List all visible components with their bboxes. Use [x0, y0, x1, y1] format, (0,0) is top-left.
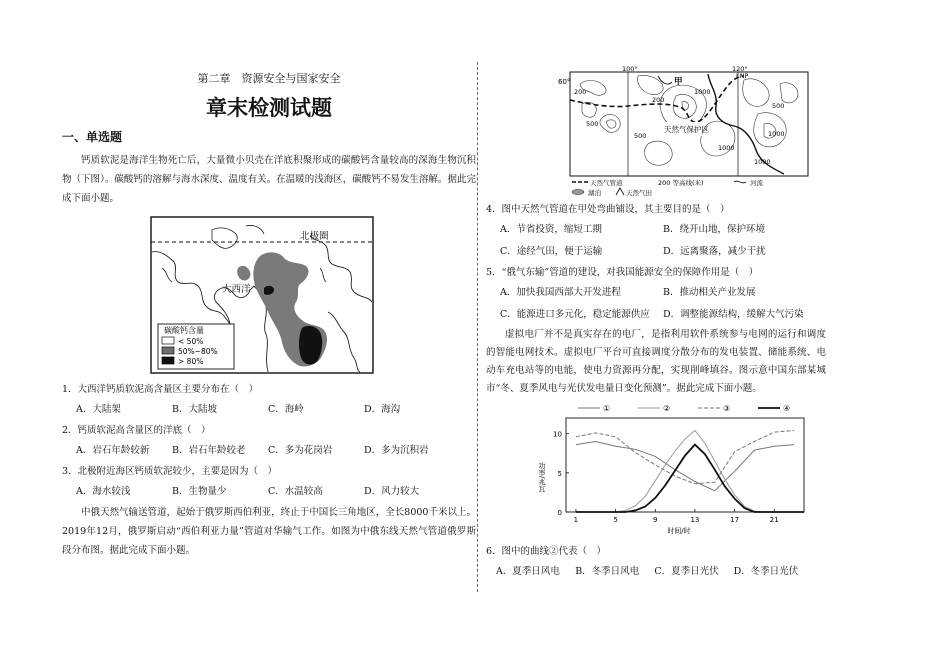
legend-river: 河流: [750, 179, 763, 187]
contour-label: 500: [772, 102, 785, 110]
option-a[interactable]: A．加快我国西部大开发进程: [500, 287, 621, 298]
series-line-1: [576, 442, 794, 491]
chapter-heading: 第二章 资源安全与国家安全: [197, 72, 341, 85]
question-3-options: [62, 481, 476, 503]
north-circle-label: 北极圈: [300, 231, 329, 242]
question-4: 4．图中天然气管道在甲处弯曲铺设，其主要目的是（ ）: [486, 204, 730, 215]
page-title: 章末检测试题: [206, 96, 332, 120]
question-3: 3．北极附近海区钙质软泥较少，主要是因为（ ）: [62, 466, 278, 477]
x-tick-label: 1: [573, 516, 579, 524]
option-c[interactable]: C．海岭: [268, 404, 304, 415]
y-tick-label: 0: [557, 509, 562, 517]
option-d[interactable]: D．冬季日光伏: [733, 566, 799, 577]
option-b[interactable]: B．冬季日风电: [575, 566, 640, 577]
option-a[interactable]: A．海水较浅: [76, 486, 131, 497]
y-tick-label: 10: [553, 430, 562, 439]
question-6: 6．图中的曲线②代表（ ）: [486, 546, 607, 557]
question-5-options-row2: [486, 304, 826, 326]
contour-label: 500: [586, 120, 599, 128]
legend-item-high: > 80%: [178, 357, 204, 366]
lon-120-label: 120°: [732, 65, 748, 73]
option-b[interactable]: B．大陆坡: [172, 404, 217, 415]
option-c[interactable]: C．多为花岗岩: [268, 445, 333, 456]
question-2-options: [62, 440, 476, 462]
legend-label-2: ②: [663, 404, 671, 413]
x-tick-label: 21: [769, 516, 779, 524]
legend-item-mid: 50%~80%: [178, 347, 218, 356]
chart-plot-area: [566, 418, 804, 512]
x-tick-label: 13: [690, 516, 700, 524]
left-column: [62, 60, 476, 560]
passage-gas-pipeline: 中俄天然气输送管道，起始于俄罗斯西伯利亚，终止于中国长三角地区，全长8000千米以上。2019年12月，俄罗斯启动“西伯利亚力量”管道对华输气工作。如图为中俄东线天然气管道俄罗斯段分布图。据此完成下面小题。: [62, 507, 476, 556]
question-4-options-row2: [486, 241, 826, 263]
contour-label: 1000: [768, 130, 785, 138]
option-a[interactable]: A．夏季日风电: [496, 566, 560, 577]
legend-gasfield: 天然气田: [626, 189, 652, 196]
atlantic-label: 大西洋: [222, 284, 251, 295]
passage-calcareous-ooze: 钙质软泥是海洋生物死亡后，大量微小贝壳在洋底积聚形成的碳酸钙含量较高的深海生物沉积物（下图）。碳酸钙的溶解与海水深度、温度有关。在温暖的浅海区，碳酸钙不易发生溶解。据此完成下面小题。: [62, 155, 476, 204]
atlantic-map-figure: [150, 216, 374, 374]
contour-label: 500: [634, 132, 647, 140]
question-4-options-row1: [486, 219, 826, 241]
lat-60-label: 60°: [558, 78, 571, 86]
question-6-block: [486, 542, 826, 583]
questions-1-3: [62, 380, 476, 503]
option-a[interactable]: A．大陆架: [76, 404, 121, 415]
x-tick-label: 9: [653, 516, 658, 524]
option-d[interactable]: D．多为沉积岩: [364, 445, 429, 456]
contour-label: 200: [652, 96, 665, 104]
question-5-options-row1: [486, 282, 826, 304]
question-2: 2．钙质软泥高含量区的洋底（ ）: [62, 425, 211, 436]
option-c[interactable]: C．能源进口多元化，稳定能源供应: [500, 309, 650, 320]
questions-4-5: [486, 200, 826, 326]
question-1-options: [62, 399, 476, 421]
column-divider: [477, 62, 478, 592]
option-d[interactable]: D．风力较大: [364, 486, 420, 497]
pipeline-map-figure: [558, 64, 810, 196]
question-5: 5．“俄气东输”管道的建设，对我国能源安全的保障作用是（ ）: [486, 267, 759, 278]
contour-label: 200: [574, 88, 587, 96]
legend-swatch-high: [162, 357, 174, 364]
atlantic-map: [150, 216, 374, 374]
section-heading: 一、单选题: [62, 130, 123, 144]
lnp-label: LNP: [736, 72, 749, 80]
option-b[interactable]: B．绕开山地，保护环境: [663, 224, 765, 235]
legend-pipeline: 天然气管道: [590, 179, 623, 187]
legend-label-4: ④: [783, 404, 791, 413]
y-tick-label: 5: [557, 469, 562, 478]
option-b[interactable]: B．生物量少: [172, 486, 227, 497]
legend-item-low: < 50%: [178, 337, 204, 346]
option-a[interactable]: A．岩石年龄较新: [76, 445, 150, 456]
option-d[interactable]: D．调整能源结构，缓解大气污染: [663, 309, 804, 320]
option-b[interactable]: B．岩石年龄较老: [172, 445, 246, 456]
question-1: 1．大西洋钙质软泥高含量区主要分布在（ ）: [62, 384, 259, 395]
option-d[interactable]: D．海沟: [364, 404, 401, 415]
legend-lake: 湖泊: [588, 189, 601, 196]
option-d[interactable]: D．远离聚落，减少干扰: [663, 246, 766, 257]
legend-label-3: ③: [723, 404, 731, 413]
option-c[interactable]: C．途经气田，便于运输: [500, 246, 603, 257]
question-6-options: [486, 561, 826, 583]
pipeline-map: [558, 64, 810, 196]
x-tick-label: 17: [730, 516, 740, 524]
x-axis-label: 时间/时: [667, 527, 691, 535]
y-axis-label: 功率/兆瓦: [538, 462, 546, 493]
passage-virtual-power-plant: 虚拟电厂并不是真实存在的电厂，是指利用软件系统参与电网的运行和调度的智能电网技术。虚拟电厂平台可直接调度分散分布的发电装置、储能系统、电动车充电站等的电能，使电力资源再分配，实现削峰填谷。图示意中国东部某城市“冬、夏季风电与光伏发电量日变化预测”。据此完成下面小题。: [486, 329, 826, 394]
power-line-chart: [522, 400, 812, 540]
legend-label-1: ①: [603, 404, 611, 413]
legend-contour: 200 等高线(米): [658, 179, 704, 187]
contour-label: 1000: [754, 158, 771, 166]
contour-label: 1000: [694, 88, 711, 96]
x-tick-label: 5: [613, 516, 618, 524]
power-chart-figure: [522, 400, 812, 540]
lon-100-label: 100°: [622, 65, 638, 73]
option-c[interactable]: C．夏季日光伏: [654, 566, 719, 577]
legend-title: 碳酸钙含量: [164, 326, 204, 335]
right-column: [486, 60, 826, 583]
legend-swatch-low: [162, 337, 174, 344]
option-a[interactable]: A．节省投资，缩短工期: [500, 224, 602, 235]
place-jia-label: 甲: [674, 77, 683, 87]
gas-area-label: 天然气保护区: [664, 125, 709, 134]
contour-label: 1000: [718, 144, 735, 152]
legend-swatch-mid: [162, 347, 174, 354]
series-line-2: [576, 431, 804, 513]
option-b[interactable]: B．推动相关产业发展: [663, 287, 756, 298]
option-c[interactable]: C．水温较高: [268, 486, 323, 497]
